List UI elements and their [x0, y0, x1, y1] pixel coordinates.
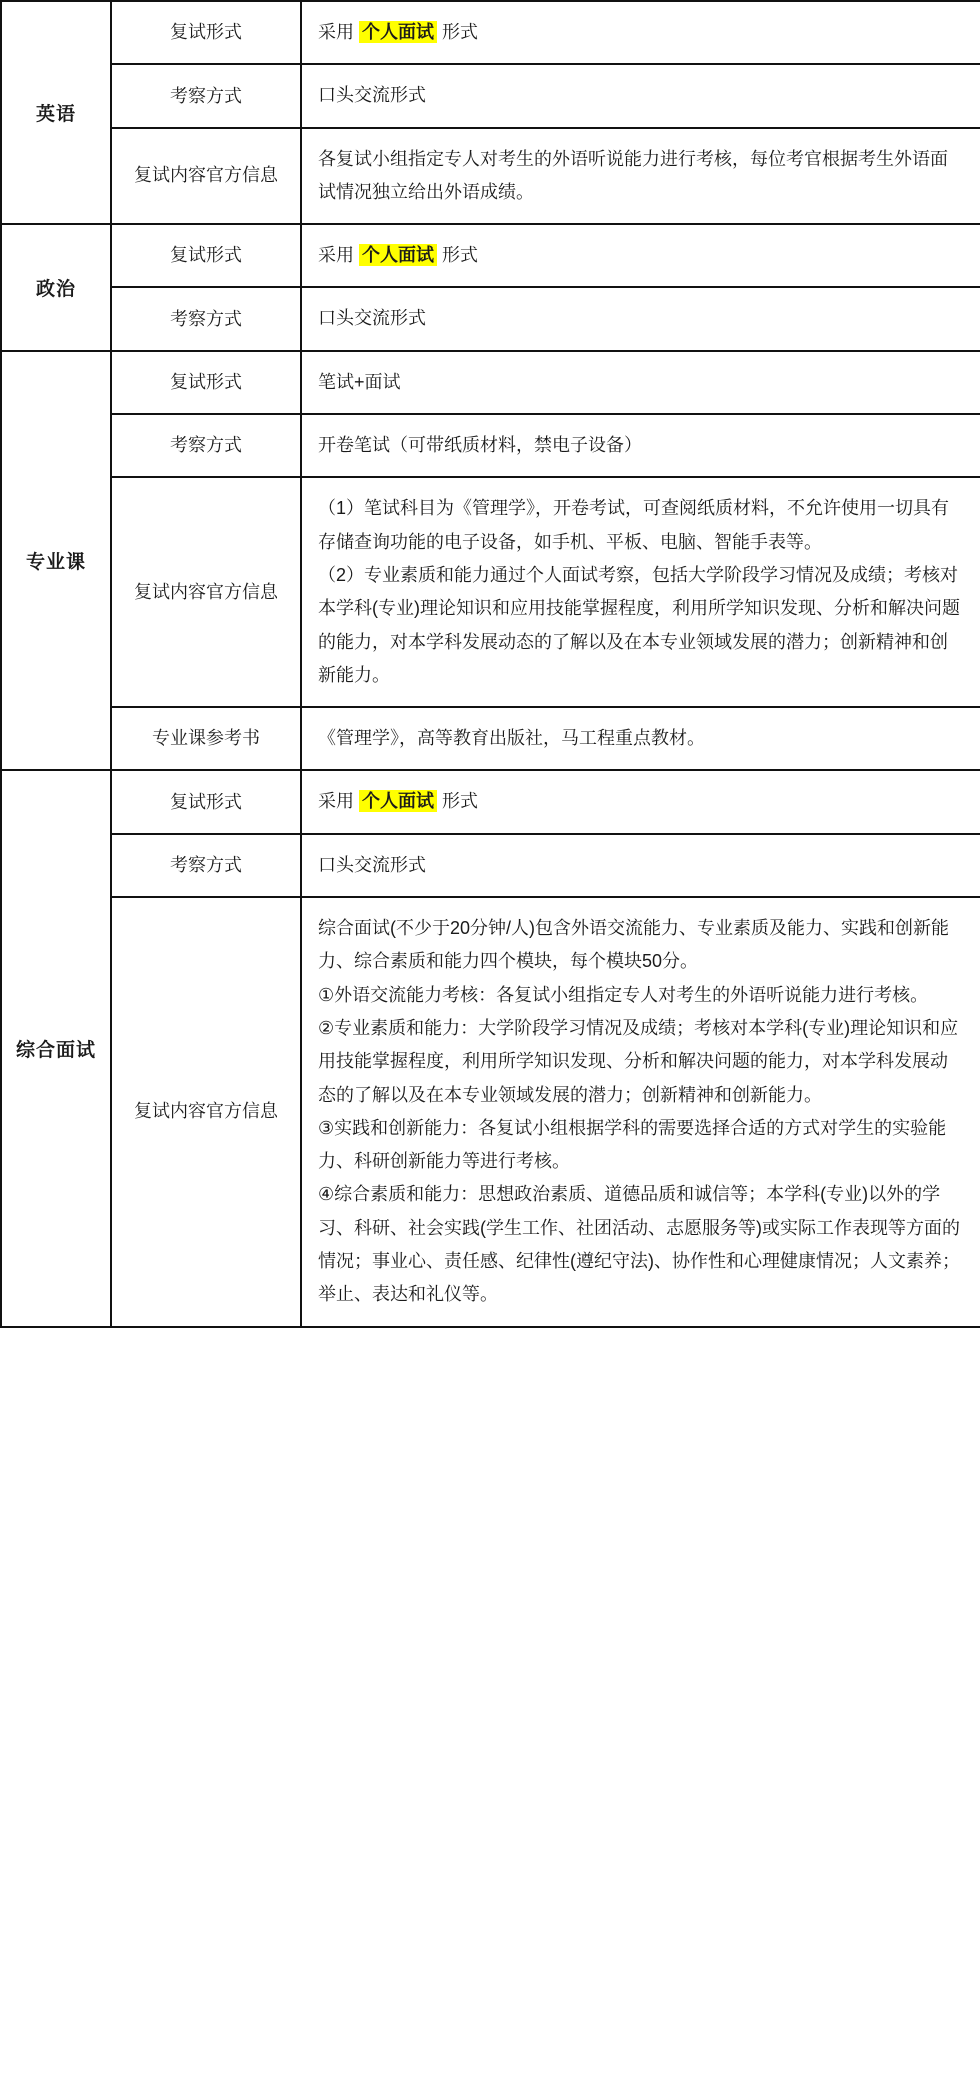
- field-value: [301, 897, 980, 1327]
- field-label: 复试形式: [111, 1, 301, 64]
- field-value: 口头交流形式: [301, 287, 980, 350]
- table-row: [1, 834, 980, 897]
- field-value: 《管理学》，高等教育出版社，马工程重点教材。: [301, 707, 980, 770]
- field-value: 口头交流形式: [301, 834, 980, 897]
- value-paragraph: （2）专业素质和能力通过个人面试考察，包括大学阶段学习情况及成绩；考核对本学科(专业)理论知识和应用技能掌握程度，利用所学知识发现、分析和解决问题的能力，对本学科发展动态的了解以及在本专业领域发展的潜力；创新精神和创新能力。: [318, 564, 960, 685]
- subject-cell-politics: 政治: [1, 224, 111, 351]
- value-suffix: 形式: [437, 245, 479, 266]
- value-suffix: 形式: [437, 22, 479, 42]
- value-prefix: 采用: [318, 791, 360, 812]
- field-label: 复试内容官方信息: [111, 128, 301, 225]
- field-value: 笔试+面试: [301, 351, 980, 414]
- subject-cell-major: 专业课: [1, 351, 111, 771]
- value-prefix: 采用: [318, 22, 360, 42]
- table-row: [1, 64, 980, 127]
- field-value: [301, 224, 980, 287]
- value-paragraph: ③实践和创新能力：各复试小组根据学科的需要选择合适的方式对学生的实验能力、科研创新能力等进行考核。: [318, 1117, 947, 1172]
- table-row: [1, 224, 980, 287]
- field-value: 各复试小组指定专人对考生的外语听说能力进行考核，每位考官根据考生外语面试情况独立给出外语成绩。: [301, 128, 980, 225]
- field-value: 开卷笔试（可带纸质材料，禁电子设备）: [301, 414, 980, 477]
- field-label: 考察方式: [111, 287, 301, 350]
- table-row: [1, 414, 980, 477]
- value-paragraph: ②专业素质和能力：大学阶段学习情况及成绩；考核对本学科(专业)理论知识和应用技能掌握程度，利用所学知识发现、分析和解决问题的能力，对本学科发展动态的了解以及在本专业领域发展的潜力；创新精神和创新能力。: [318, 1017, 959, 1105]
- value-highlight: 个人面试: [359, 244, 437, 266]
- field-label: 复试形式: [111, 351, 301, 414]
- subject-cell-comprehensive-interview: 综合面试: [1, 770, 111, 1326]
- field-value: [301, 770, 980, 833]
- value-paragraph: ④综合素质和能力：思想政治素质、道德品质和诚信等；本学科(专业)以外的学习、科研、社会实践(学生工作、社团活动、志愿服务等)或实际工作表现等方面的情况；事业心、责任感、纪律性(遵纪守法)、协作性和心理健康情况；人文素养；举止、表达和礼仪等。: [318, 1184, 960, 1305]
- value-highlight: 个人面试: [359, 790, 437, 812]
- value-suffix: 形式: [437, 791, 479, 812]
- field-label: 复试形式: [111, 770, 301, 833]
- table-body: [1, 1, 980, 1327]
- table-row: [1, 770, 980, 833]
- table-row: [1, 287, 980, 350]
- field-value: [301, 1, 980, 64]
- value-paragraph: ①外语交流能力考核：各复试小组指定专人对考生的外语听说能力进行考核。: [318, 984, 929, 1005]
- table-row: [1, 897, 980, 1327]
- table-row: [1, 128, 980, 225]
- field-label: 考察方式: [111, 834, 301, 897]
- field-label: 复试内容官方信息: [111, 897, 301, 1327]
- table-row: [1, 1, 980, 64]
- value-paragraph: （1）笔试科目为《管理学》，开卷考试，可查阅纸质材料，不允许使用一切具有存储查询功能的电子设备，如手机、平板、电脑、智能手表等。: [318, 498, 950, 552]
- field-label: 专业课参考书: [111, 707, 301, 770]
- table-row: [1, 477, 980, 707]
- field-label: 考察方式: [111, 64, 301, 127]
- field-label: 考察方式: [111, 414, 301, 477]
- subject-cell-english: 英语: [1, 1, 111, 224]
- field-value: 口头交流形式: [301, 64, 980, 127]
- value-highlight: 个人面试: [359, 21, 437, 43]
- table-row: [1, 351, 980, 414]
- table-row: [1, 707, 980, 770]
- field-value: [301, 477, 980, 707]
- field-label: 复试形式: [111, 224, 301, 287]
- value-paragraph: 综合面试(不少于20分钟/人)包含外语交流能力、专业素质及能力、实践和创新能力、综合素质和能力四个模块，每个模块50分。: [318, 918, 950, 972]
- field-label: 复试内容官方信息: [111, 477, 301, 707]
- value-prefix: 采用: [318, 245, 360, 266]
